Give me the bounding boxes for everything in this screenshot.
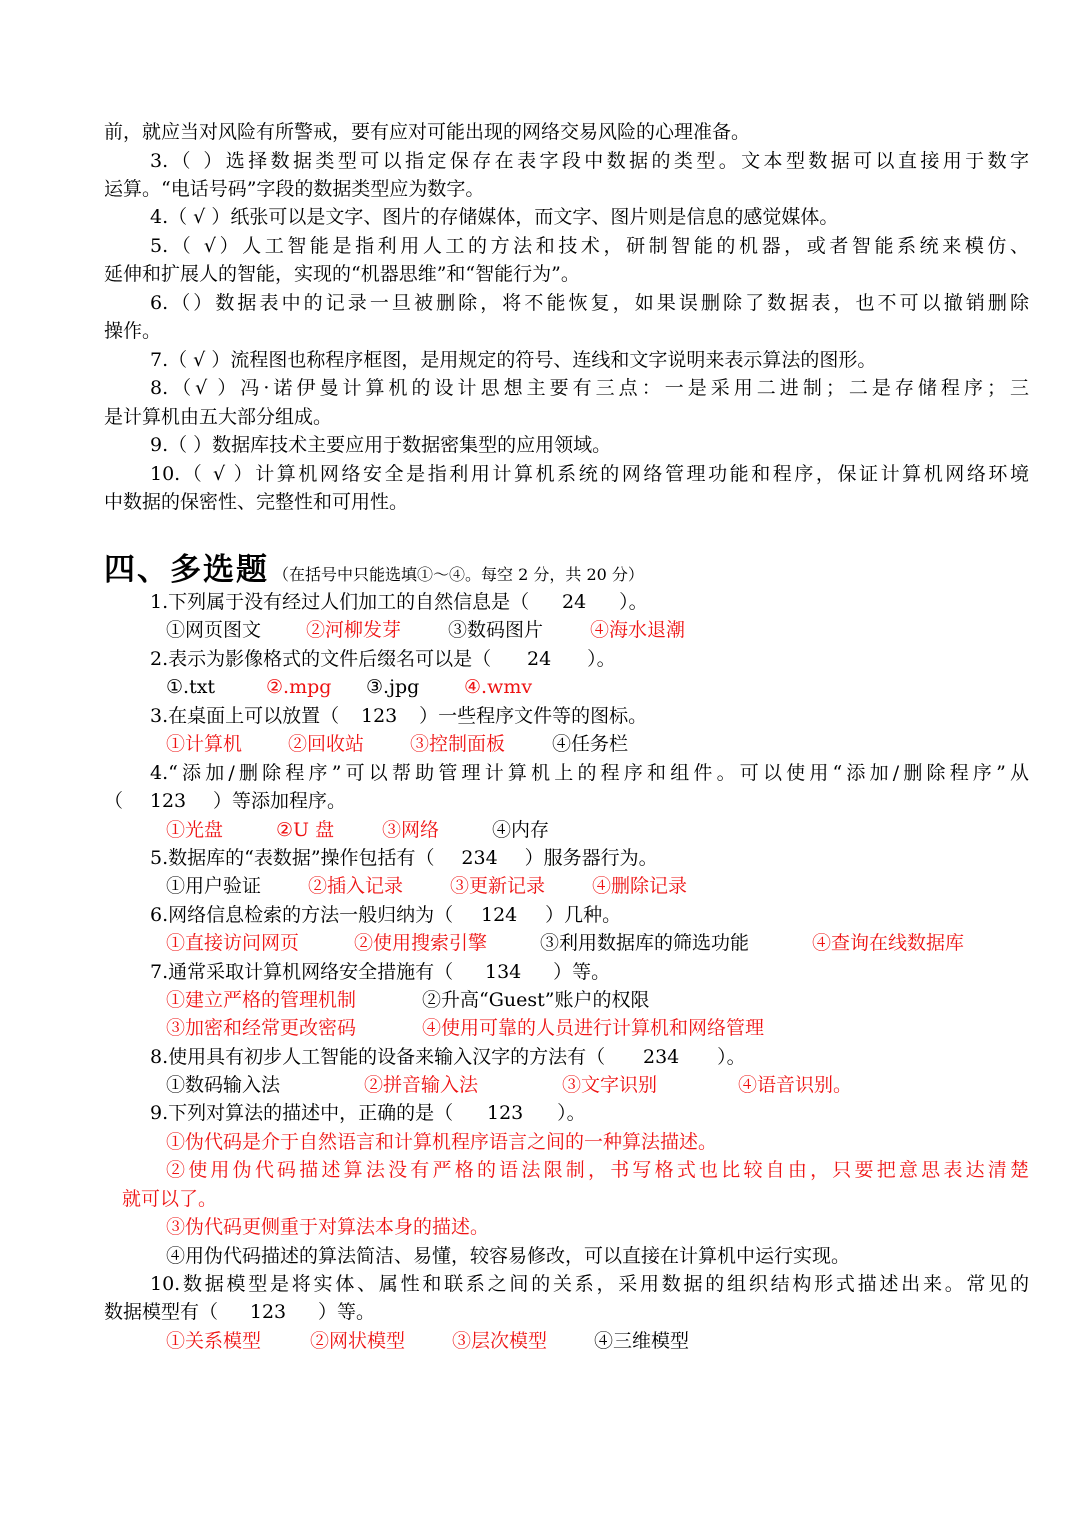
question-text: 3.在桌面上可以放置（ — [150, 705, 340, 727]
mc-option-9-4: ④用伪代码描述的算法简洁、易懂，较容易修改，可以直接在计算机中运行实现。 — [166, 1245, 851, 1267]
mc-options-8 — [166, 1071, 1029, 1099]
tf-question-3: 3.（ ）选择数据类型可以指定保存在表字段中数据的类型。文本型数据可以直接用于数字 — [150, 150, 1029, 172]
option-4: ④.wmv — [464, 676, 533, 698]
option-2: ②河柳发芽 — [306, 619, 402, 641]
answer-value: 123 — [361, 705, 398, 727]
option-3: ③更新记录 — [450, 875, 546, 897]
tf-question-8-cont: 是计算机由五大部分组成。 — [104, 406, 333, 428]
tf-question-10: 10.（ √ ）计算机网络安全是指利用计算机系统的网络管理功能和程序，保证计算机网络环境 — [150, 463, 1029, 485]
question-text-end: ）等。 — [318, 1301, 376, 1323]
option-1: ①用户验证 — [166, 875, 262, 897]
option-1: ①计算机 — [166, 733, 243, 755]
option-3: ③层次模型 — [452, 1330, 548, 1352]
tf-question-4: 4.（ √ ）纸张可以是文字、图片的存储媒体，而文字、图片则是信息的感觉媒体。 — [150, 206, 839, 228]
answer-value: 134 — [485, 961, 522, 983]
option-1: ①网页图文 — [166, 619, 262, 641]
option-1: ①数码输入法 — [166, 1074, 281, 1096]
tf-question-8: 8.（√ ）冯·诺伊曼计算机的设计思想主要有三点：一是采用二进制；二是存储程序；三 — [150, 377, 1029, 399]
question-text: 2.表示为影像格式的文件后缀名可以是（ — [150, 648, 492, 670]
answer-value: 124 — [481, 904, 518, 926]
option-1: ①建立严格的管理机制 — [166, 989, 357, 1011]
question-text: 6.网络信息检索的方法一般归纳为（ — [150, 904, 454, 926]
tf-question-7: 7.（ √ ）流程图也称程序框图，是用规定的符号、连线和文字说明来表示算法的图形。 — [150, 349, 877, 371]
option-2: ②网状模型 — [310, 1330, 406, 1352]
question-text-end: ）一些程序文件等的图标。 — [419, 705, 648, 727]
option-3: ③.jpg — [366, 676, 420, 698]
option-3: ③控制面板 — [410, 733, 506, 755]
tf-line: 前，就应当对风险有所警戒，要有应对可能出现的网络交易风险的心理准备。 — [104, 121, 751, 143]
option-4: ④海水退潮 — [590, 619, 686, 641]
mc-question-6 — [150, 901, 1029, 929]
mc-options-6 — [166, 929, 1029, 957]
mc-question-2 — [150, 645, 1029, 673]
mc-options-1 — [166, 616, 1029, 644]
answer-value: 123 — [149, 790, 187, 812]
mc-options-5 — [166, 872, 1029, 900]
option-1: ①直接访问网页 — [166, 932, 300, 954]
section-note: （在括号中只能选填①～④。每空 2 分，共 20 分） — [273, 565, 644, 584]
tf-question-9: 9.（ ）数据库技术主要应用于数据密集型的应用领域。 — [150, 434, 612, 456]
mc-options-4 — [166, 816, 1029, 844]
option-4: ④三维模型 — [594, 1330, 690, 1352]
tf-question-5-cont: 延伸和扩展人的智能，实现的“机器思维”和“智能行为”。 — [104, 263, 580, 285]
question-text-end: ）。 — [587, 648, 616, 670]
option-2: ②使用搜索引擎 — [354, 932, 488, 954]
mc-option-9-3: ③伪代码更侧重于对算法本身的描述。 — [166, 1216, 490, 1238]
option-4: ④删除记录 — [592, 875, 688, 897]
question-text-end: ）服务器行为。 — [524, 847, 658, 869]
question-text: 数据模型有（ — [104, 1301, 219, 1323]
tf-question-5: 5.（ √）人工智能是指利用人工的方法和技术，研制智能的机器，或者智能系统来模仿、 — [150, 235, 1029, 257]
option-2: ②U 盘 — [276, 819, 335, 841]
tf-question-6-cont: 操作。 — [104, 320, 162, 342]
option-4: ④任务栏 — [552, 733, 629, 755]
answer-value: 123 — [249, 1301, 287, 1323]
mc-question-4-cont — [104, 787, 1029, 815]
answer-value: 234 — [643, 1046, 680, 1068]
option-4: ④语音识别。 — [738, 1074, 853, 1096]
mc-options-7a — [166, 986, 1029, 1014]
option-3: ③文字识别 — [562, 1074, 658, 1096]
mc-option-9-2-cont: 就可以了。 — [122, 1188, 218, 1210]
question-text: （ — [104, 790, 124, 812]
section-heading: 四、多选题 — [104, 552, 269, 588]
question-text: 5.数据库的“表数据”操作包括有（ — [150, 847, 435, 869]
option-4: ④查询在线数据库 — [812, 932, 965, 954]
section-title — [104, 548, 644, 592]
option-2: ②插入记录 — [308, 875, 404, 897]
mc-question-8 — [150, 1043, 1029, 1071]
option-3: ③网络 — [382, 819, 440, 841]
mc-question-3 — [150, 702, 1029, 730]
mc-options-7b — [166, 1014, 1029, 1042]
mc-option-9-1: ①伪代码是介于自然语言和计算机程序语言之间的一种算法描述。 — [166, 1131, 718, 1153]
answer-value: 123 — [487, 1102, 524, 1124]
question-text-end: ）等。 — [553, 961, 611, 983]
option-2: ②拼音输入法 — [364, 1074, 479, 1096]
option-2: ②回收站 — [288, 733, 365, 755]
tf-question-3-cont: 运算。“电话号码”字段的数据类型应为数字。 — [104, 178, 485, 200]
tf-question-10-cont: 中数据的保密性、完整性和可用性。 — [104, 491, 409, 513]
mc-question-4: 4.“添加/删除程序”可以帮助管理计算机上的程序和组件。可以使用“添加/删除程序”从 — [150, 762, 1029, 784]
question-text: 1.下列属于没有经过人们加工的自然信息是（ — [150, 591, 530, 613]
option-3: ③数码图片 — [448, 619, 544, 641]
option-1: ①光盘 — [166, 819, 224, 841]
mc-question-5 — [150, 844, 1029, 872]
tf-question-6: 6.（）数据表中的记录一旦被删除，将不能恢复，如果误删除了数据表，也不可以撤销删除 — [150, 292, 1029, 314]
option-1: ①关系模型 — [166, 1330, 262, 1352]
option-3: ③加密和经常更改密码 — [166, 1017, 357, 1039]
option-2: ②.mpg — [266, 676, 332, 698]
question-text: 8.使用具有初步人工智能的设备来输入汉字的方法有（ — [150, 1046, 606, 1068]
option-3: ③利用数据库的筛选功能 — [540, 932, 750, 954]
mc-options-10 — [166, 1327, 1029, 1355]
mc-question-10-cont — [104, 1298, 1029, 1326]
mc-question-10: 10.数据模型是将实体、属性和联系之间的关系，采用数据的组织结构形式描述出来。常见的 — [150, 1273, 1029, 1295]
mc-options-2 — [166, 673, 1029, 701]
question-text: 7.通常采取计算机网络安全措施有（ — [150, 961, 454, 983]
question-text: 9.下列对算法的描述中，正确的是（ — [150, 1102, 454, 1124]
question-text-end: ）几种。 — [545, 904, 622, 926]
answer-value: 24 — [562, 591, 587, 613]
mc-question-9 — [150, 1099, 1029, 1127]
option-4: ④使用可靠的人员进行计算机和网络管理 — [422, 1017, 765, 1039]
question-text-end: ）。 — [619, 591, 648, 613]
question-text-end: ）。 — [717, 1046, 746, 1068]
option-2: ②升高“Guest”账户的权限 — [422, 989, 650, 1011]
option-4: ④内存 — [492, 819, 550, 841]
question-text-end: ）。 — [557, 1102, 586, 1124]
mc-options-3 — [166, 730, 1029, 758]
mc-option-9-2: ②使用伪代码描述算法没有严格的语法限制，书写格式也比较自由，只要把意思表达清楚 — [166, 1159, 1029, 1181]
mc-question-7 — [150, 958, 1029, 986]
option-1: ①.txt — [166, 676, 216, 698]
question-text-end: ）等添加程序。 — [213, 790, 347, 812]
mc-question-1 — [150, 588, 1029, 616]
answer-value: 24 — [527, 648, 552, 670]
answer-value: 234 — [461, 847, 498, 869]
